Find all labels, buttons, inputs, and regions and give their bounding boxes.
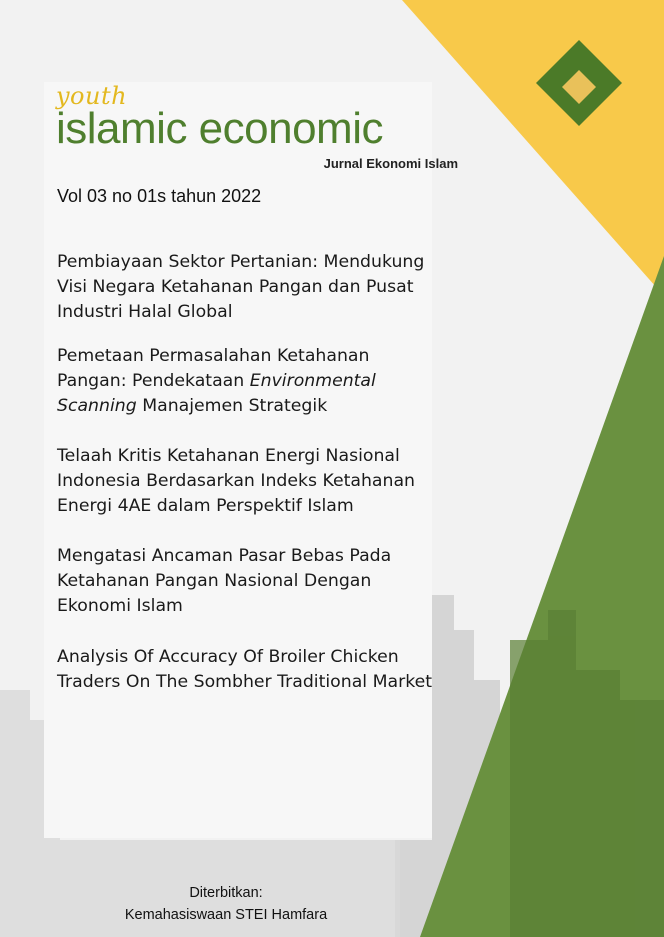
publisher-label: Diterbitkan: <box>189 885 263 901</box>
article-2-italic2: Scanning <box>57 396 137 416</box>
article-2-part2: Manajemen Strategik <box>136 396 328 416</box>
volume-info: Vol 03 no 01s tahun 2022 <box>57 186 262 206</box>
article-title-2 <box>57 344 437 419</box>
article-title-5: Analysis Of Accuracy Of Broiler Chicken Traders On The Sombher Traditional Market <box>57 647 432 692</box>
article-title-3: Telaah Kritis Ketahanan Energi Nasional Indonesia Berdasarkan Indeks Ketahanan Energi 4AE dalam Perspektif Islam <box>57 446 416 516</box>
journal-logo <box>56 84 456 174</box>
logo-youth: youth <box>56 82 128 110</box>
article-title-4: Mengatasi Ancaman Pasar Bebas Pada Ketahanan Pangan Nasional Dengan Ekonomi Islam <box>57 546 392 616</box>
article-title-1: Pembiayaan Sektor Pertanian: Mendukung Visi Negara Ketahanan Pangan dan Pusat Industri Halal Global <box>57 252 425 322</box>
logo-subtitle: Jurnal Ekonomi Islam <box>323 156 458 171</box>
publisher-block <box>56 882 396 926</box>
article-2-part1: Pemetaan Permasalahan Ketahanan Pangan: Pendekataan <box>57 346 370 391</box>
article-2-italic1: Environmental <box>249 371 376 391</box>
publisher-name: Kemahasiswaan STEI Hamfara <box>124 907 328 923</box>
logo-title: islamic economic <box>56 104 383 153</box>
